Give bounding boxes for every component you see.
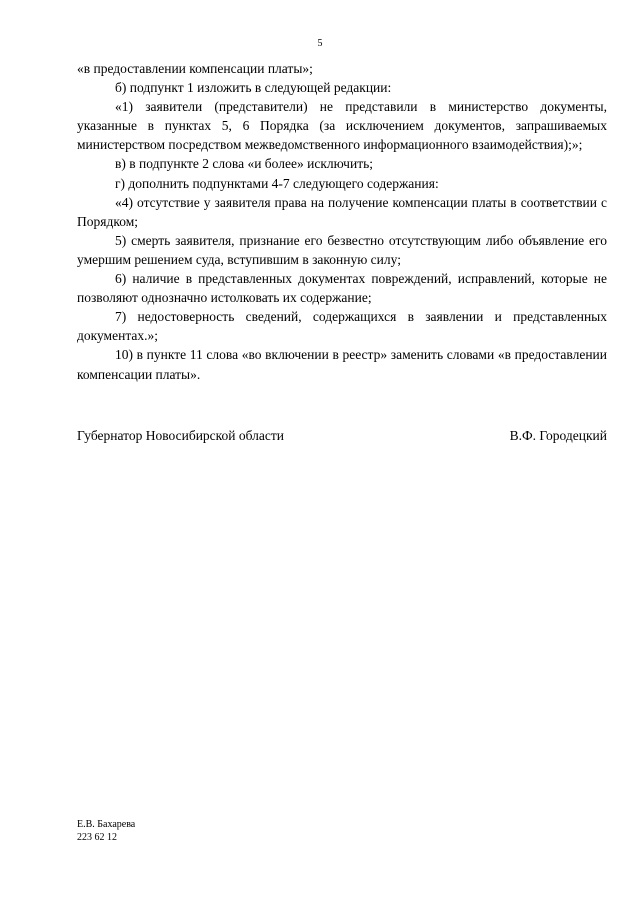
document-body — [77, 59, 607, 384]
paragraph-subitem-6: 6) наличие в представленных документах повреждений, исправлений, которые не позволяют однозначно истолковать их содержание; — [77, 271, 607, 306]
paragraph-v: в) в подпункте 2 слова «и более» исключить; — [115, 156, 374, 172]
signatory-title: Губернатор Новосибирской области — [77, 428, 285, 443]
signature-block — [77, 426, 607, 446]
paragraph-b: б) подпункт 1 изложить в следующей редакции: — [115, 80, 392, 96]
executor-footer — [77, 818, 135, 844]
paragraph-continuation: «в предоставлении компенсации платы»; — [77, 61, 313, 76]
paragraph-item-10: 10) в пункте 11 слова «во включении в реестр» заменить словами «в предоставлении компенсации платы». — [77, 347, 607, 382]
paragraph-subitem-7: 7) недостоверность сведений, содержащихся в заявлении и представленных документах.»; — [77, 309, 607, 344]
signatory-name: В.Ф. Городецкий — [509, 428, 607, 443]
executor-phone: 223 62 12 — [77, 832, 117, 843]
page-number: 5 — [317, 38, 323, 49]
executor-name: Е.В. Бахарева — [77, 819, 136, 830]
paragraph-g: г) дополнить подпунктами 4-7 следующего содержания: — [115, 175, 439, 191]
paragraph-subitem-1: «1) заявители (представители) не представили в министерство документы, указанные в пунктах 5, 6 Порядка (за исключением документов, запрашиваемых министерством посредством межведомственного информационного взаимодействия);»; — [77, 99, 607, 153]
paragraph-subitem-4: «4) отсутствие у заявителя права на получение компенсации платы в соответствии с Порядком; — [77, 194, 607, 229]
paragraph-subitem-5: 5) смерть заявителя, признание его безвестно отсутствующим либо объявление его умершим решением суда, вступившим в законную силу; — [77, 232, 607, 267]
